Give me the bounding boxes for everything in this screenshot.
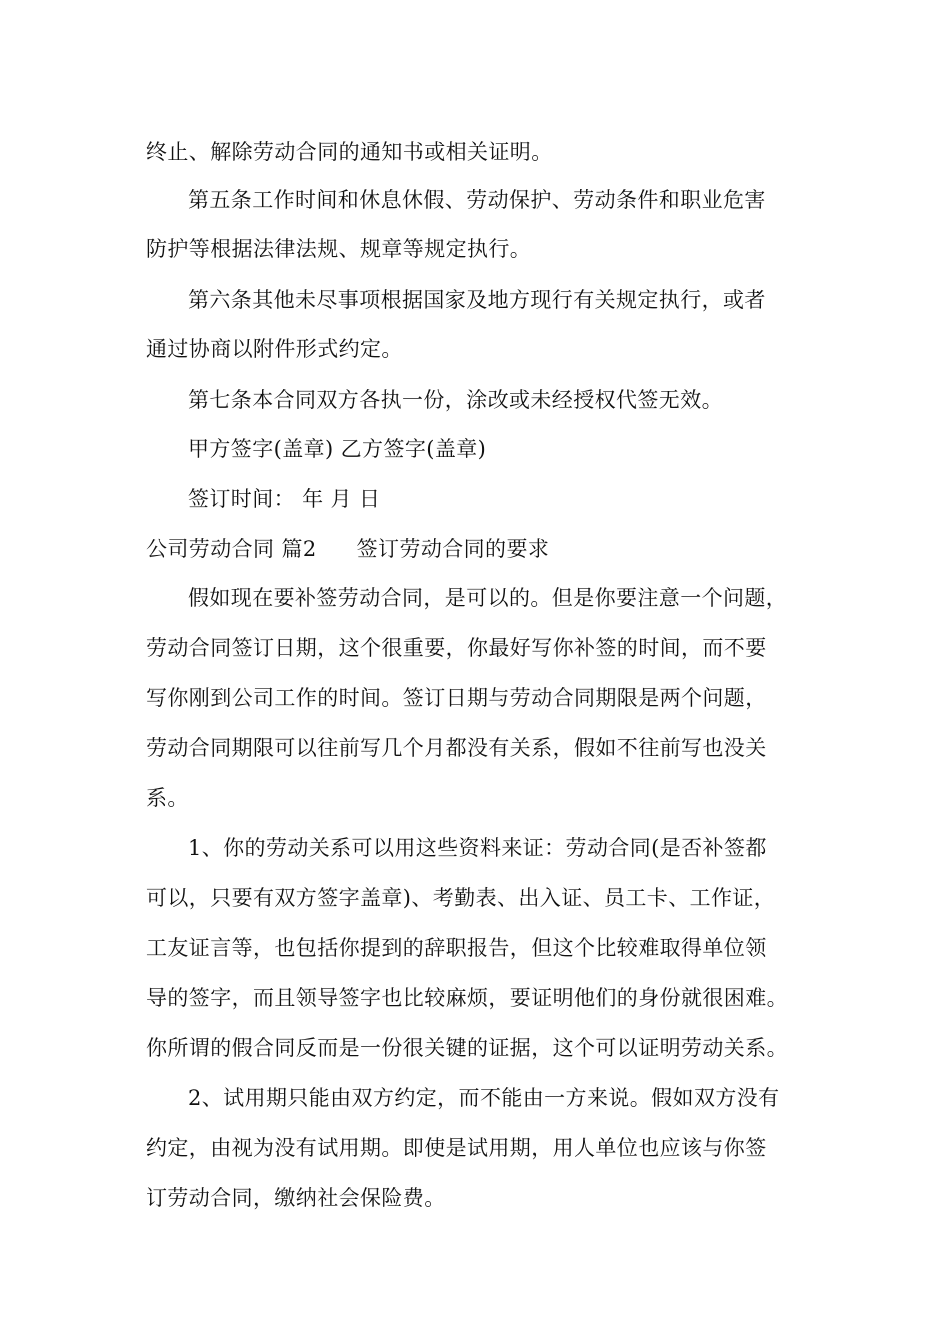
- text-line: 防护等根据法律法规、规章等规定执行。: [146, 237, 532, 261]
- text-line: 2、试用期只能由双方约定，而不能由一方来说。假如双方没有: [188, 1086, 780, 1110]
- text-line: 1、你的劳动关系可以用这些资料来证：劳动合同(是否补签都: [188, 836, 767, 860]
- text-line: 导的签字，而且领导签字也比较麻烦，要证明他们的身份就很困难。: [146, 986, 788, 1010]
- text-line: 系。: [146, 786, 189, 810]
- text-line: 写你刚到公司工作的时间。签订日期与劳动合同期限是两个问题，: [146, 686, 767, 710]
- text-line: 工友证言等，也包括你提到的辞职报告，但这个比较难取得单位领: [146, 936, 767, 960]
- text-line: 通过协商以附件形式约定。: [146, 337, 403, 361]
- text-line: 可以，只要有双方签字盖章)、考勤表、出入证、员工卡、工作证，: [146, 886, 776, 910]
- text-line: 订劳动合同，缴纳社会保险费。: [146, 1186, 446, 1210]
- text-line: 劳动合同期限可以往前写几个月都没有关系，假如不往前写也没关: [146, 736, 767, 760]
- text-line: 第七条本合同双方各执一份，涂改或未经授权代签无效。: [188, 388, 723, 412]
- section-subtitle: 签订劳动合同的要求: [356, 537, 550, 561]
- text-line: 你所谓的假合同反而是一份很关键的证据，这个可以证明劳动关系。: [146, 1036, 788, 1060]
- signature-line: 甲方签字(盖章) 乙方签字(盖章): [188, 437, 487, 461]
- text-line: 劳动合同签订日期，这个很重要，你最好写你补签的时间，而不要: [146, 636, 767, 660]
- text-line: 第六条其他未尽事项根据国家及地方现行有关规定执行，或者: [188, 288, 766, 312]
- text-line: 终止、解除劳动合同的通知书或相关证明。: [146, 140, 553, 164]
- text-line: 假如现在要补签劳动合同，是可以的。但是你要注意一个问题，: [188, 586, 788, 610]
- text-line: 第五条工作时间和休息休假、劳动保护、劳动条件和职业危害: [188, 188, 766, 212]
- section-title: 公司劳动合同 篇2: [146, 537, 317, 561]
- text-line: 约定，由视为没有试用期。即使是试用期，用人单位也应该与你签: [146, 1136, 767, 1160]
- signing-date-line: 签订时间： 年 月 日: [188, 487, 381, 511]
- section-heading: [146, 534, 549, 564]
